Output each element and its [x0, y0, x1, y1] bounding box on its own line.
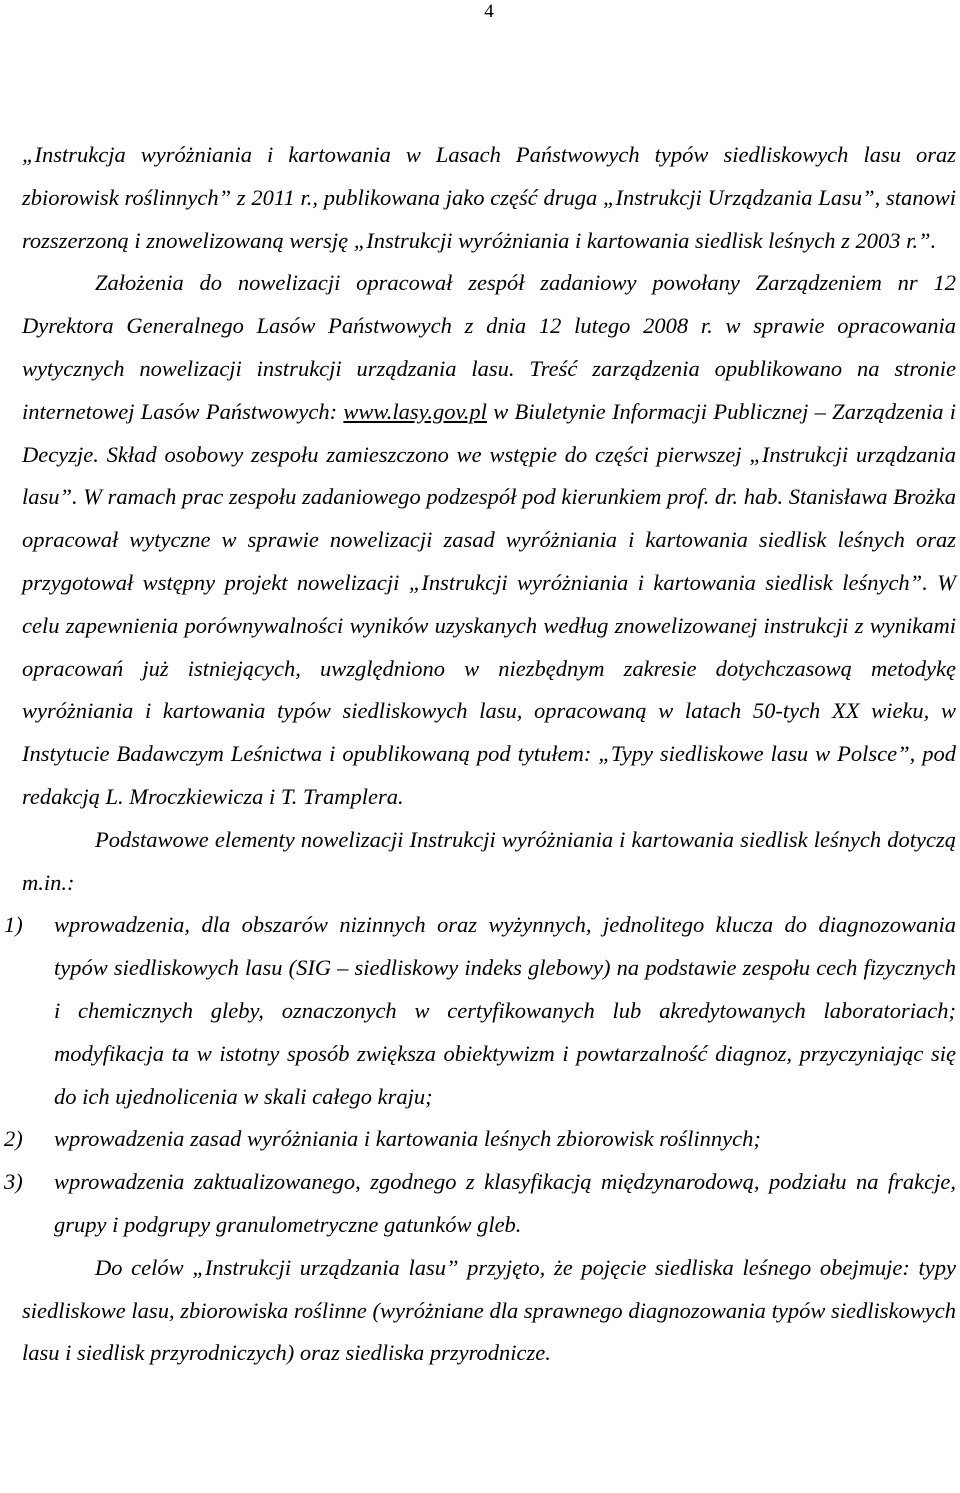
list-item	[4, 1118, 956, 1161]
list-item	[4, 904, 956, 1118]
paragraph-definition: Do celów „Instrukcji urządzania lasu” przyjęto, że pojęcie siedliska leśnego obejmuje: typy siedliskowe lasu, zbiorowiska roślinne (wyróżniane dla sprawnego diagnozowania typów siedliskowych lasu i siedlisk przyrodniczych) oraz siedliska przyrodnicze.	[22, 1254, 956, 1366]
paragraph-intro: „Instrukcja wyróżniania i kartowania w Lasach Państwowych typów siedliskowych lasu oraz zbiorowisk roślinnych” z 2011 r., publikowana jako część druga „Instrukcji Urządzania Lasu”, stanowi rozszerzoną i znowelizowaną wersję „Instrukcji wyróżniania i kartowania siedlisk leśnych z 2003 r.”.	[22, 142, 956, 253]
document-body	[4, 134, 956, 1375]
list-item-text: wprowadzenia zaktualizowanego, zgodnego z klasyfikacją międzynarodową, podziału na frakcje, grupy i podgrupy granulometryczne gatunków gleb.	[54, 1169, 956, 1237]
page-number: 4	[484, 1, 494, 22]
paragraph-assumptions	[22, 262, 956, 818]
paragraph-assumptions-text-start: Założenia do nowelizacji opracował zespół zadaniowy powołany Zarządzeniem nr 12 Dyrektora Generalnego Lasów Państwowych z dnia 12 lutego 2008 r. w sprawie opracowania wytycznych nowelizacji instrukcji urządzania lasu. Treść zarządzenia opublikowano na stronie internetowej Lasów Państwowych:	[22, 270, 956, 424]
list-item-number: 1)	[4, 912, 23, 938]
list-item-text: wprowadzenia zasad wyróżniania i kartowania leśnych zbiorowisk roślinnych;	[54, 1126, 761, 1152]
list-item-number: 2)	[4, 1126, 23, 1152]
elements-list	[4, 904, 956, 1246]
list-item-text: wprowadzenia, dla obszarów nizinnych oraz wyżynnych, jednolitego klucza do diagnozowania typów siedliskowych lasu (SIG – siedliskowy indeks glebowy) na podstawie zespołu cech fizycznych i chemicznych gleby, oznaczonych w certyfikowanych lub akredytowanych laboratoriach; modyfikacja ta w istotny sposób zwiększa obiektywizm i powtarzalność diagnoz, przyczyniając się do ich ujednolicenia w skali całego kraju;	[54, 912, 956, 1109]
website-link[interactable]: www.lasy.gov.pl	[343, 398, 487, 424]
list-item	[4, 1161, 956, 1247]
paragraph-assumptions-text-end: w Biuletynie Informacji Publicznej – Zarządzenia i Decyzje. Skład osobowy zespołu zamieszczono we wstępie do części pierwszej „Instrukcji urządzania lasu”. W ramach prac zespołu zadaniowego podzespół pod kierunkiem prof. dr. hab. Stanisława Brożka opracował wytyczne w sprawie nowelizacji zasad wyróżniania i kartowania siedlisk leśnych oraz przygotował wstępny projekt nowelizacji „Instrukcji wyróżniania i kartowania siedlisk leśnych”. W celu zapewnienia porównywalności wyników uzyskanych według znowelizowanej instrukcji z wynikami opracowań już istniejących, uwzględniono w niezbędnym zakresie dotychczasową metodykę wyróżniania i kartowania typów siedliskowych lasu, opracowaną w latach 50-tych XX wieku, w Instytucie Badawczym Leśnictwa i opublikowaną pod tytułem: „Typy siedliskowe lasu w Polsce”, pod redakcją L. Mroczkiewicza i T. Tramplera.	[22, 398, 956, 809]
list-item-number: 3)	[4, 1169, 23, 1195]
paragraph-elements-intro: Podstawowe elementy nowelizacji Instrukcji wyróżniania i kartowania siedlisk leśnych dotyczą m.in.:	[22, 826, 956, 895]
